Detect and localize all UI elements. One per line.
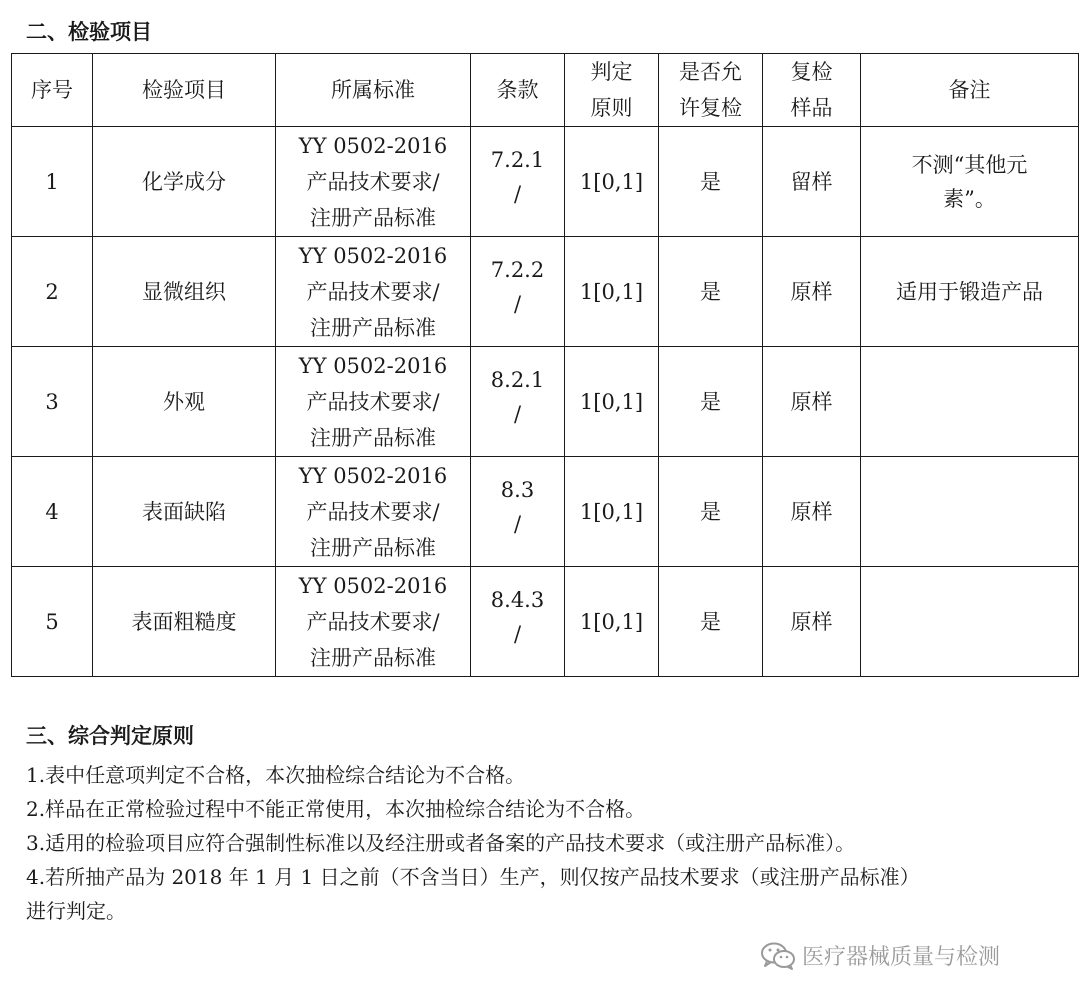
standard-line3: 注册产品标准 bbox=[310, 425, 436, 450]
principles-list bbox=[26, 758, 1066, 928]
cell-rule: 1[0,1] bbox=[565, 567, 659, 677]
cell-sample: 原样 bbox=[763, 567, 861, 677]
cell-standard bbox=[276, 127, 471, 237]
standard-line1: YY 0502-2016 bbox=[298, 463, 448, 488]
standard-line2: 产品技术要求/ bbox=[306, 389, 440, 414]
cell-seq: 4 bbox=[12, 457, 93, 567]
clause-line2: / bbox=[513, 512, 522, 536]
header-sample-line1: 复检 bbox=[790, 60, 833, 84]
table-header-row bbox=[12, 54, 1079, 127]
cell-remark bbox=[861, 127, 1079, 237]
standard-line3: 注册产品标准 bbox=[310, 205, 436, 230]
cell-clause bbox=[471, 237, 565, 347]
cell-item: 显微组织 bbox=[93, 237, 276, 347]
cell-recheck: 是 bbox=[659, 127, 763, 237]
cell-standard bbox=[276, 567, 471, 677]
header-recheck bbox=[659, 54, 763, 127]
header-item: 检验项目 bbox=[93, 54, 276, 127]
clause-line1: 8.4.3 bbox=[490, 588, 545, 612]
watermark-text: 医疗器械质量与检测 bbox=[802, 945, 1001, 970]
header-standard: 所属标准 bbox=[276, 54, 471, 127]
standard-line3: 注册产品标准 bbox=[310, 535, 436, 560]
principle-item: 4.若所抽产品为 2018 年 1 月 1 日之前（不含当日）生产，则仅按产品技术要求（或注册产品标准） bbox=[26, 865, 920, 889]
cell-sample: 原样 bbox=[763, 237, 861, 347]
clause-line1: 8.3 bbox=[500, 478, 535, 502]
cell-recheck: 是 bbox=[659, 567, 763, 677]
header-rule-line1: 判定 bbox=[590, 60, 633, 84]
cell-rule: 1[0,1] bbox=[565, 127, 659, 237]
cell-remark: 适用于锻造产品 bbox=[861, 237, 1079, 347]
cell-item: 化学成分 bbox=[93, 127, 276, 237]
clause-line1: 8.2.1 bbox=[490, 368, 545, 392]
standard-line2: 产品技术要求/ bbox=[306, 609, 440, 634]
cell-seq: 1 bbox=[12, 127, 93, 237]
header-recheck-line2: 许复检 bbox=[679, 96, 742, 120]
cell-clause bbox=[471, 347, 565, 457]
cell-item: 外观 bbox=[93, 347, 276, 457]
clause-line2: / bbox=[513, 622, 522, 646]
table-row bbox=[12, 347, 1079, 457]
clause-value bbox=[501, 473, 534, 541]
cell-sample: 原样 bbox=[763, 347, 861, 457]
principle-item: 2.样品在正常检验过程中不能正常使用，本次抽检综合结论为不合格。 bbox=[26, 797, 646, 821]
remark-line1: 不测“其他元 bbox=[911, 152, 1028, 177]
table-row bbox=[12, 127, 1079, 237]
cell-standard bbox=[276, 347, 471, 457]
principle-item: 1.表中任意项判定不合格，本次抽检综合结论为不合格。 bbox=[26, 763, 526, 787]
table-row bbox=[12, 237, 1079, 347]
cell-rule: 1[0,1] bbox=[565, 457, 659, 567]
clause-value bbox=[491, 363, 544, 431]
clause-line1: 7.2.1 bbox=[490, 148, 545, 172]
clause-value bbox=[491, 253, 544, 321]
cell-seq: 5 bbox=[12, 567, 93, 677]
clause-value bbox=[491, 143, 544, 211]
standard-line2: 产品技术要求/ bbox=[306, 499, 440, 524]
standard-line1: YY 0502-2016 bbox=[298, 573, 448, 598]
cell-rule: 1[0,1] bbox=[565, 347, 659, 457]
cell-recheck: 是 bbox=[659, 457, 763, 567]
header-recheck-line1: 是否允 bbox=[679, 60, 742, 84]
standard-line3: 注册产品标准 bbox=[310, 315, 436, 340]
section-title-inspection-items: 二、检验项目 bbox=[26, 20, 152, 44]
standard-line2: 产品技术要求/ bbox=[306, 169, 440, 194]
cell-rule: 1[0,1] bbox=[565, 237, 659, 347]
cell-sample: 留样 bbox=[763, 127, 861, 237]
cell-standard bbox=[276, 457, 471, 567]
section-title-judgement-principles: 三、综合判定原则 bbox=[26, 724, 194, 748]
header-sample-line2: 样品 bbox=[790, 96, 833, 120]
header-seq: 序号 bbox=[12, 54, 93, 127]
cell-clause bbox=[471, 567, 565, 677]
header-sample bbox=[763, 54, 861, 127]
cell-remark bbox=[861, 347, 1079, 457]
clause-line2: / bbox=[513, 402, 522, 426]
clause-line1: 7.2.2 bbox=[490, 258, 545, 282]
standard-line1: YY 0502-2016 bbox=[298, 133, 448, 158]
standard-line1: YY 0502-2016 bbox=[298, 243, 448, 268]
cell-seq: 2 bbox=[12, 237, 93, 347]
header-rule-line2: 原则 bbox=[590, 96, 633, 120]
standard-line2: 产品技术要求/ bbox=[306, 279, 440, 304]
cell-clause bbox=[471, 457, 565, 567]
cell-remark bbox=[861, 567, 1079, 677]
cell-remark bbox=[861, 457, 1079, 567]
cell-sample: 原样 bbox=[763, 457, 861, 567]
principle-item: 3.适用的检验项目应符合强制性标准以及经注册或者备案的产品技术要求（或注册产品标准）。 bbox=[26, 831, 856, 855]
table-row bbox=[12, 457, 1079, 567]
remark-line2: 素”。 bbox=[943, 186, 996, 211]
cell-seq: 3 bbox=[12, 347, 93, 457]
watermark bbox=[760, 940, 1000, 971]
inspection-items-table bbox=[11, 53, 1079, 677]
cell-standard bbox=[276, 237, 471, 347]
wechat-icon bbox=[760, 941, 796, 971]
cell-recheck: 是 bbox=[659, 237, 763, 347]
cell-recheck: 是 bbox=[659, 347, 763, 457]
table-row bbox=[12, 567, 1079, 677]
clause-line2: / bbox=[513, 292, 522, 316]
cell-item: 表面缺陷 bbox=[93, 457, 276, 567]
header-remark: 备注 bbox=[861, 54, 1079, 127]
principle-item-continuation: 进行判定。 bbox=[26, 899, 126, 923]
cell-clause bbox=[471, 127, 565, 237]
standard-line3: 注册产品标准 bbox=[310, 645, 436, 670]
cell-item: 表面粗糙度 bbox=[93, 567, 276, 677]
clause-line2: / bbox=[513, 182, 522, 206]
clause-value bbox=[491, 583, 544, 651]
standard-line1: YY 0502-2016 bbox=[298, 353, 448, 378]
header-clause: 条款 bbox=[471, 54, 565, 127]
header-rule bbox=[565, 54, 659, 127]
